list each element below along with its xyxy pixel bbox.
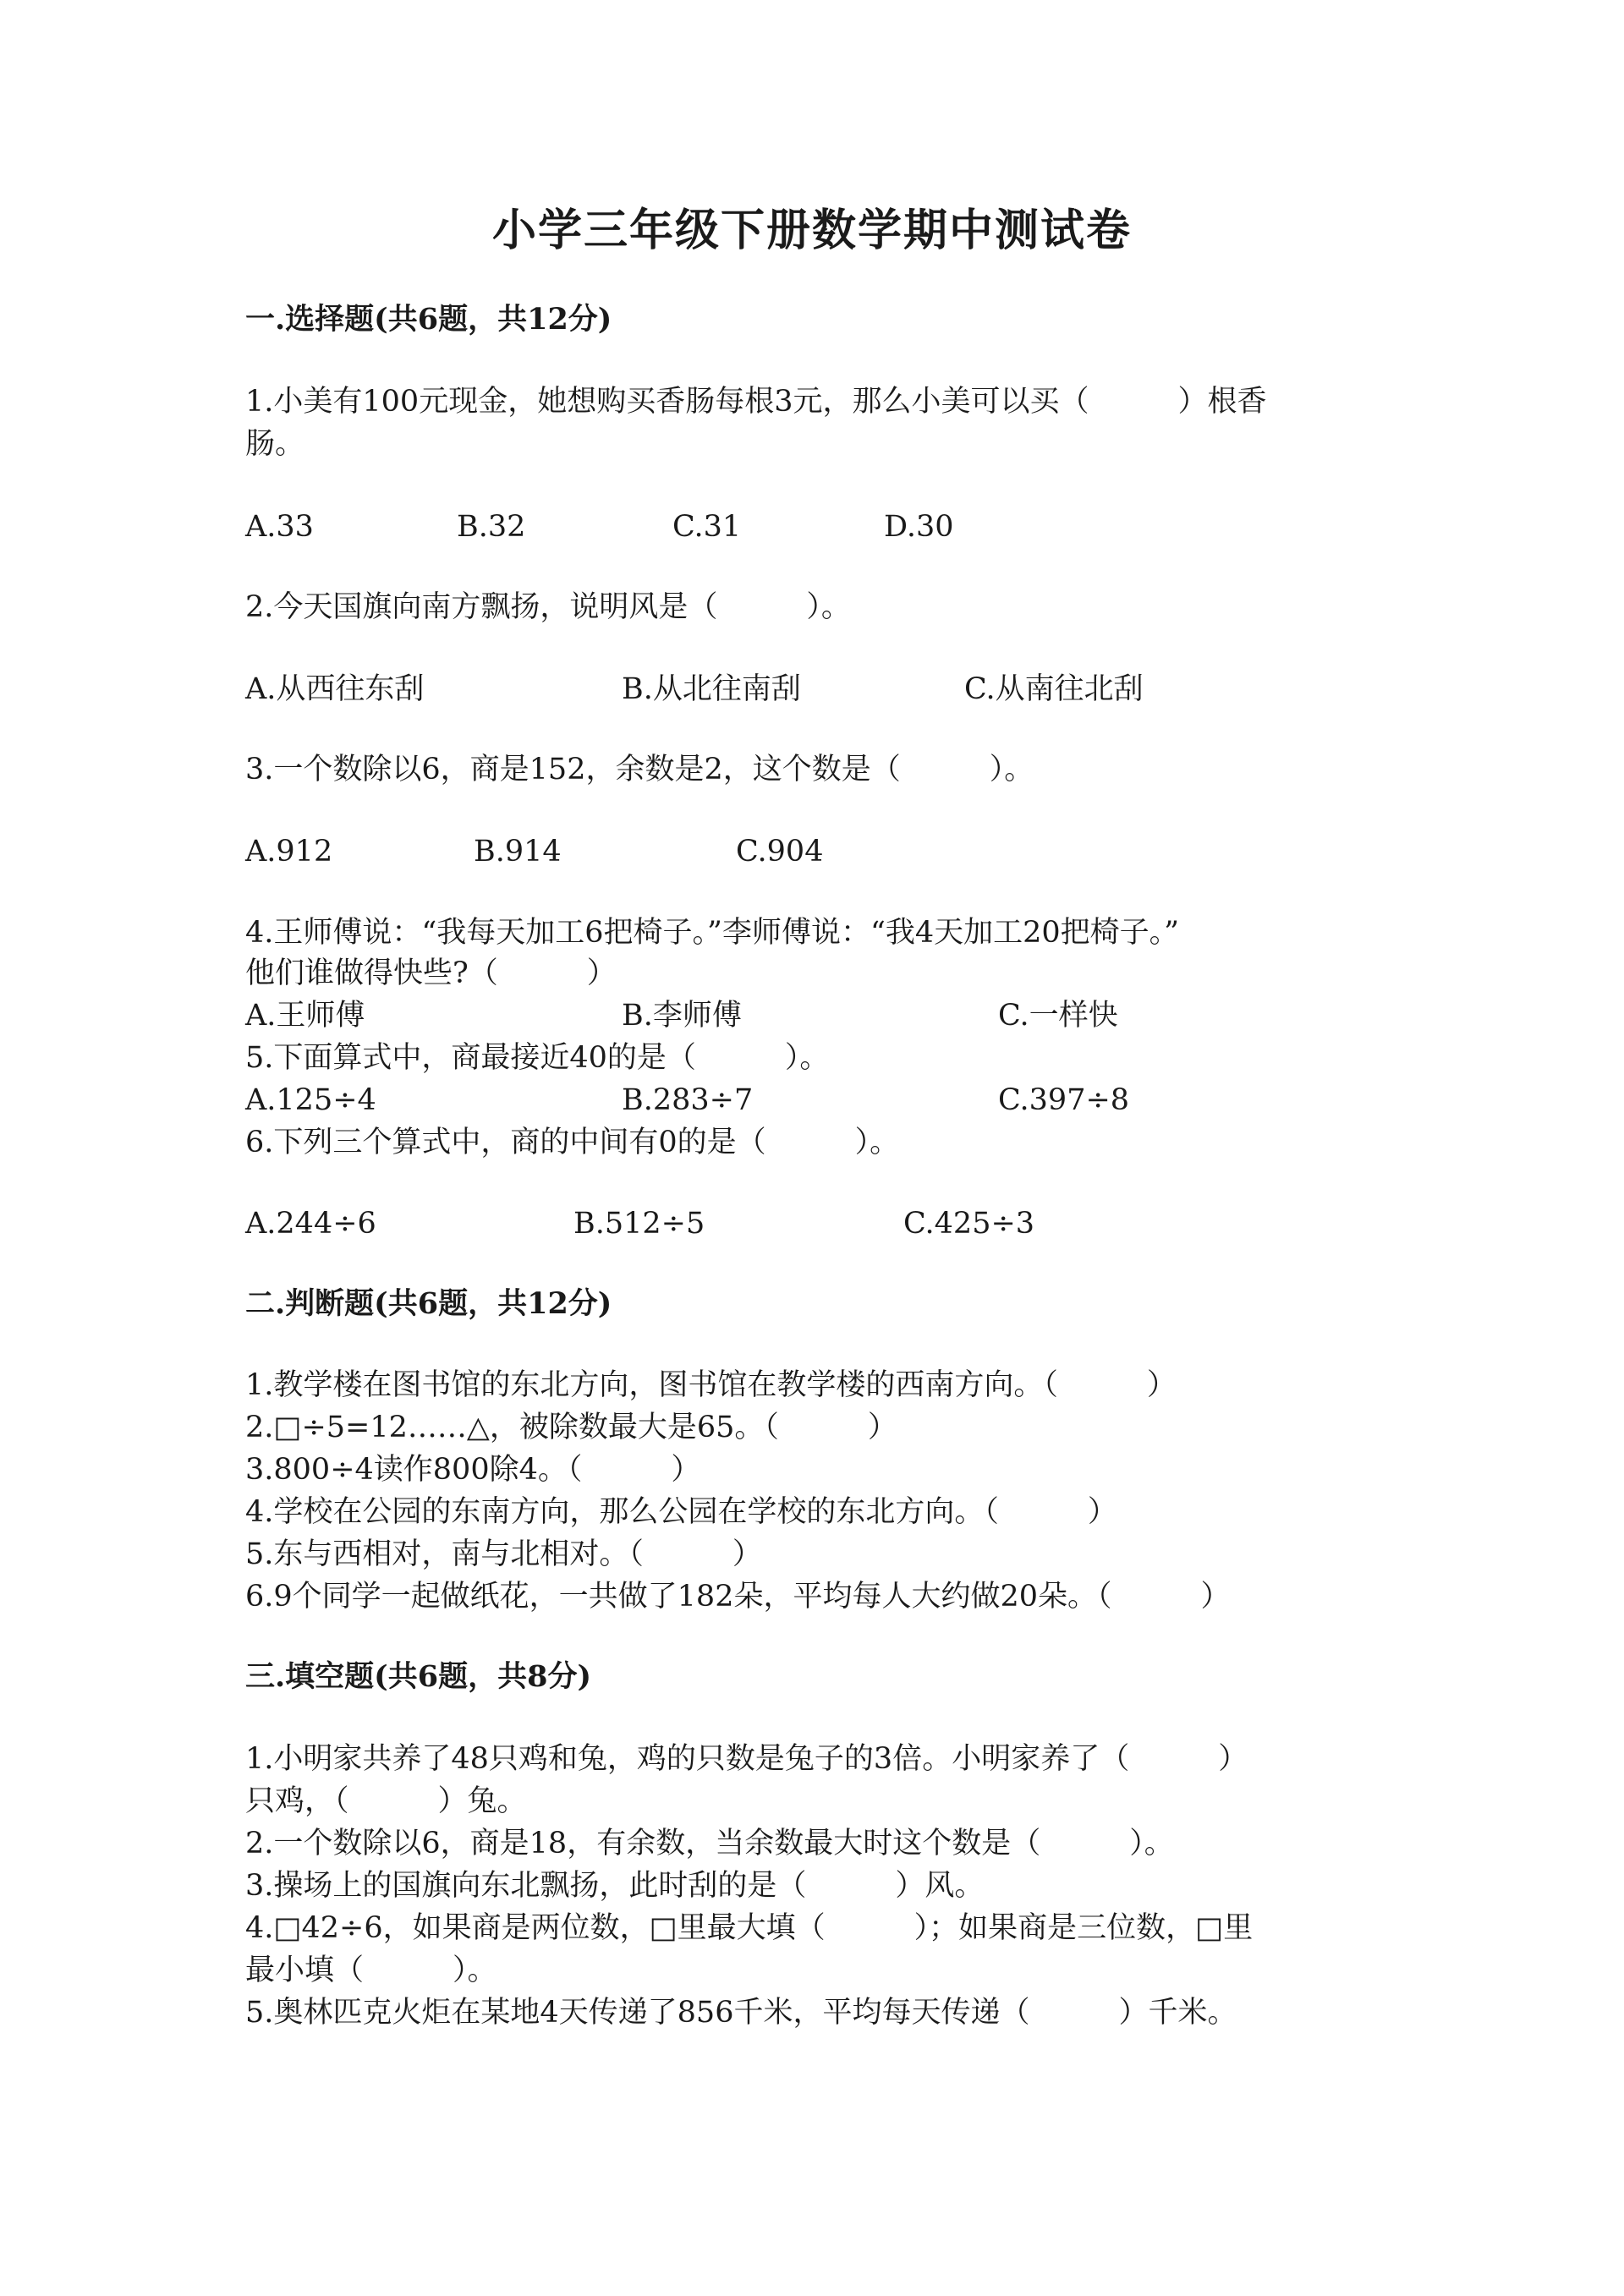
question-5-option-b: B.283÷7 xyxy=(622,1083,754,1117)
question-2-option-c: C.从南往北刮 xyxy=(964,672,1144,706)
fill-blank-line-6: 最小填（ ）。 xyxy=(245,1954,497,1987)
question-4-option-b: B.李师傅 xyxy=(622,999,742,1033)
fill-blank-line-2: 只鸡，（ ）兔。 xyxy=(245,1784,527,1818)
fill-blank-line-1: 1.小明家共养了48只鸡和兔，鸡的只数是兔子的3倍。小明家养了（ ） xyxy=(245,1742,1248,1776)
question-1-option-c: C.31 xyxy=(672,510,742,544)
section-heading-fill-blank: 三.填空题(共6题，共8分) xyxy=(245,1659,592,1694)
judgement-item-5: 5.东与西相对，南与北相对。（ ） xyxy=(245,1537,762,1571)
fill-blank-line-5: 4.□42÷6，如果商是两位数，□里最大填（ ）；如果商是三位数，□里 xyxy=(245,1911,1254,1945)
judgement-item-6: 6.9个同学一起做纸花，一共做了182朵，平均每人大约做20朵。（ ） xyxy=(245,1580,1231,1614)
question-1-line-2: 肠。 xyxy=(245,427,305,461)
question-1-option-b: B.32 xyxy=(457,510,526,544)
question-6-option-a: A.244÷6 xyxy=(245,1207,376,1241)
fill-blank-line-3: 2.一个数除以6，商是18，有余数，当余数最大时这个数是（ ）。 xyxy=(245,1827,1174,1860)
question-5-option-a: A.125÷4 xyxy=(245,1083,376,1117)
question-1-line-1: 1.小美有100元现金，她想购买香肠每根3元，那么小美可以买（ ）根香 xyxy=(245,385,1267,419)
question-4-option-c: C.一样快 xyxy=(998,999,1118,1033)
judgement-item-4: 4.学校在公园的东南方向，那么公园在学校的东北方向。（ ） xyxy=(245,1495,1117,1529)
question-2-option-a: A.从西往东刮 xyxy=(245,672,425,706)
page-title: 小学三年级下册数学期中测试卷 xyxy=(491,205,1132,256)
question-1-option-a: A.33 xyxy=(245,510,314,544)
question-2-option-b: B.从北往南刮 xyxy=(622,672,801,706)
question-6-option-c: C.425÷3 xyxy=(903,1207,1035,1241)
question-1-option-d: D.30 xyxy=(884,510,954,544)
question-4-option-a: A.王师傅 xyxy=(245,999,365,1033)
fill-blank-line-4: 3.操场上的国旗向东北飘扬，此时刮的是（ ）风。 xyxy=(245,1869,985,1903)
fill-blank-line-7: 5.奥林匹克火炬在某地4天传递了856千米，平均每天传递（ ）千米。 xyxy=(245,1996,1237,2030)
question-4-line-2: 他们谁做得快些?（ ） xyxy=(245,956,617,990)
question-3-option-b: B.914 xyxy=(474,835,562,869)
question-6-option-b: B.512÷5 xyxy=(573,1207,705,1241)
section-heading-choice: 一.选择题(共6题，共12分) xyxy=(245,302,612,337)
judgement-item-3: 3.800÷4读作800除4。（ ） xyxy=(245,1453,701,1487)
question-5-option-c: C.397÷8 xyxy=(998,1083,1130,1117)
question-3-option-a: A.912 xyxy=(245,835,333,869)
judgement-item-1: 1.教学楼在图书馆的东北方向，图书馆在教学楼的西南方向。（ ） xyxy=(245,1368,1177,1402)
question-2-line-1: 2.今天国旗向南方飘扬，说明风是（ ）。 xyxy=(245,590,851,624)
section-heading-judgement: 二.判断题(共6题，共12分) xyxy=(245,1286,612,1321)
question-3-line-1: 3.一个数除以6，商是152，余数是2，这个数是（ ）。 xyxy=(245,753,1034,786)
question-6-line-1: 6.下列三个算式中，商的中间有0的是（ ）。 xyxy=(245,1126,900,1159)
question-4-line-1: 4.王师傅说：“我每天加工6把椅子。”李师傅说：“我4天加工20把椅子。” xyxy=(245,916,1180,950)
question-3-option-c: C.904 xyxy=(736,835,824,869)
judgement-item-2: 2.□÷5=12……△，被除数最大是65。（ ） xyxy=(245,1411,897,1444)
question-5-line-1: 5.下面算式中，商最接近40的是（ ）。 xyxy=(245,1041,830,1075)
